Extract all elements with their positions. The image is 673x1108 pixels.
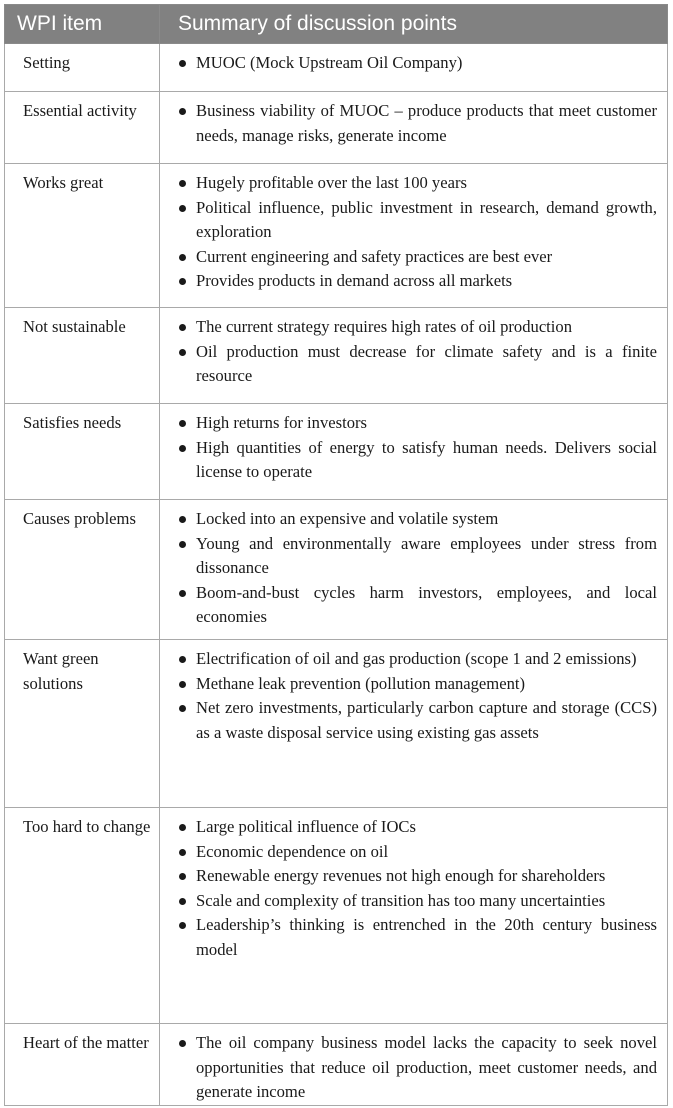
points-cell [160, 500, 668, 640]
wpi-summary-table-container [4, 4, 667, 1104]
points-cell [160, 44, 668, 92]
wpi-summary-table [4, 4, 668, 1106]
bullet-point: The current strategy requires high rates of oil production [178, 315, 657, 340]
bullet-point: High returns for investors [178, 411, 657, 436]
points-list [178, 815, 657, 963]
table-row-setting [5, 44, 668, 92]
bullet-point: Electrification of oil and gas production (scope 1 and 2 emissions) [178, 647, 657, 672]
bullet-point: Net zero investments, particularly carbon capture and storage (CCS) as a waste disposal service using existing gas assets [178, 696, 657, 745]
wpi-item-cell: Essential activity [5, 92, 160, 164]
points-list [178, 1031, 657, 1105]
bullet-point: MUOC (Mock Upstream Oil Company) [178, 51, 657, 76]
bullet-point: Locked into an expensive and volatile system [178, 507, 657, 532]
bullet-point: Current engineering and safety practices are best ever [178, 245, 657, 270]
bullet-point: Leadership’s thinking is entrenched in the 20th century business model [178, 913, 657, 962]
table-row-essential-activity [5, 92, 668, 164]
points-cell [160, 808, 668, 1024]
bullet-point: Scale and complexity of transition has too many uncertainties [178, 889, 657, 914]
points-list [178, 507, 657, 630]
bullet-point: Hugely profitable over the last 100 years [178, 171, 657, 196]
wpi-item-cell: Heart of the matter [5, 1024, 160, 1106]
bullet-point: The oil company business model lacks the capacity to seek novel opportunities that reduce oil production, meet customer needs, and generate income [178, 1031, 657, 1105]
bullet-point: Boom-and-bust cycles harm investors, employees, and local economies [178, 581, 657, 630]
wpi-item-cell: Want green solutions [5, 640, 160, 808]
points-list [178, 99, 657, 148]
table-row-not-sustainable [5, 308, 668, 404]
points-list [178, 411, 657, 485]
points-cell [160, 404, 668, 500]
wpi-item-cell: Satisfies needs [5, 404, 160, 500]
header-summary: Summary of discussion points [160, 5, 668, 44]
table-row-causes-problems [5, 500, 668, 640]
wpi-item-cell: Works great [5, 164, 160, 308]
bullet-point: Large political influence of IOCs [178, 815, 657, 840]
bullet-point: Provides products in demand across all markets [178, 269, 657, 294]
points-cell [160, 1024, 668, 1106]
bullet-point: Business viability of MUOC – produce products that meet customer needs, manage risks, generate income [178, 99, 657, 148]
points-list [178, 315, 657, 389]
bullet-point: Economic dependence on oil [178, 840, 657, 865]
wpi-item-cell: Too hard to change [5, 808, 160, 1024]
points-cell [160, 164, 668, 308]
wpi-item-cell: Causes problems [5, 500, 160, 640]
bullet-point: Political influence, public investment in research, demand growth, exploration [178, 196, 657, 245]
bullet-point: Young and environmentally aware employees under stress from dissonance [178, 532, 657, 581]
bullet-point: Methane leak prevention (pollution management) [178, 672, 657, 697]
points-list [178, 51, 657, 76]
bullet-point: Renewable energy revenues not high enough for shareholders [178, 864, 657, 889]
points-cell [160, 308, 668, 404]
points-list [178, 171, 657, 294]
table-row-heart-of-the-matter [5, 1024, 668, 1106]
header-row [5, 5, 668, 44]
header-wpi-item: WPI item [5, 5, 160, 44]
bullet-point: Oil production must decrease for climate safety and is a finite resource [178, 340, 657, 389]
bullet-point: High quantities of energy to satisfy human needs. Delivers social license to operate [178, 436, 657, 485]
points-list [178, 647, 657, 745]
points-cell [160, 92, 668, 164]
table-row-want-green-solutions [5, 640, 668, 808]
table-row-works-great [5, 164, 668, 308]
wpi-item-cell: Setting [5, 44, 160, 92]
table-row-satisfies-needs [5, 404, 668, 500]
wpi-item-cell: Not sustainable [5, 308, 160, 404]
points-cell [160, 640, 668, 808]
table-row-too-hard-to-change [5, 808, 668, 1024]
